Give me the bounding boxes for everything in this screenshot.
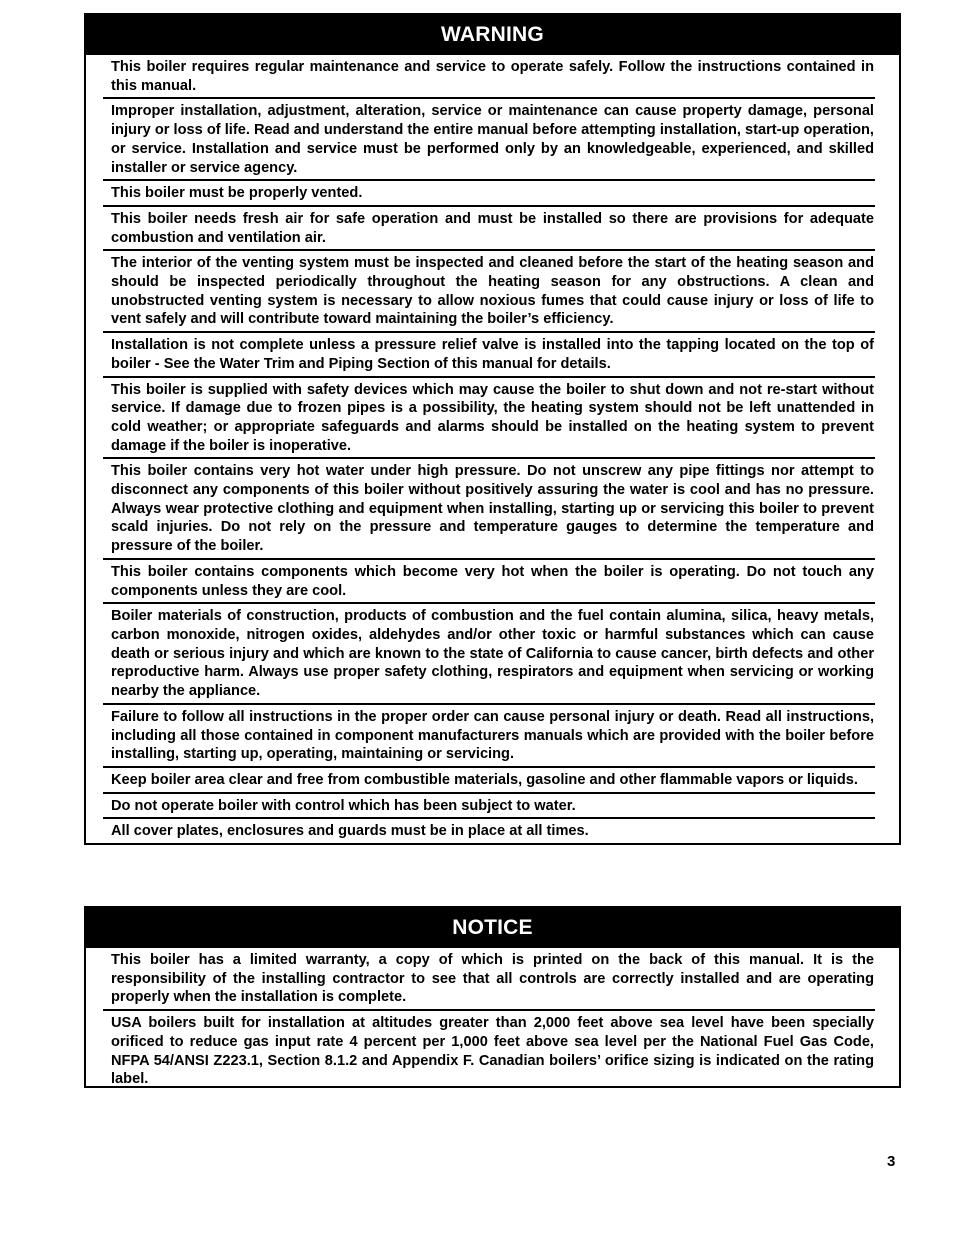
warning-title: WARNING	[86, 15, 899, 55]
warning-item: This boiler contains components which become very hot when the boiler is operating. Do not touch any components unless they are cool.	[103, 560, 875, 604]
warning-item: This boiler needs fresh air for safe operation and must be installed so there are provisions for adequate combustion and ventilation air.	[103, 207, 875, 251]
notice-title: NOTICE	[86, 908, 899, 948]
warning-item: This boiler requires regular maintenance and service to operate safely. Follow the instructions contained in this manual.	[103, 55, 875, 99]
warning-box	[84, 13, 901, 845]
notice-item: USA boilers built for installation at altitudes greater than 2,000 feet above sea level have been specially orificed to reduce gas input rate 4 percent per 1,000 feet above sea level per the National Fuel Gas Code, NFPA 54/ANSI Z223.1, Section 8.1.2 and Appendix F. Canadian boilers’ orifice sizing is indicated on the rating label.	[111, 1015, 874, 1088]
warning-item: Installation is not complete unless a pressure relief valve is installed into the tapping located on the top of boiler - See the Water Trim and Piping Section of this manual for details.	[103, 333, 875, 377]
warning-list	[86, 55, 899, 843]
page-number: 3	[887, 1153, 896, 1170]
notice-item: This boiler has a limited warranty, a copy of which is printed on the back of this manual. It is the responsibility of the installing contractor to see that all controls are correctly installed and are operating properly when the installation is complete.	[103, 948, 875, 1011]
warning-item: Failure to follow all instructions in the proper order can cause personal injury or death. Read all instructions, including all those contained in component manufacturers manuals which are provided with the boiler before installing, starting up, operating, maintaining or servicing.	[103, 705, 875, 768]
warning-item: The interior of the venting system must be inspected and cleaned before the start of the heating season and should be inspected periodically throughout the heating season for any obstructions. A clean and unobstructed venting system is necessary to allow noxious fumes that could cause injury or loss of life to vent safely and will contribute toward maintaining the boiler’s efficiency.	[103, 251, 875, 333]
warning-item: This boiler must be properly vented.	[103, 181, 875, 207]
warning-item: Keep boiler area clear and free from combustible materials, gasoline and other flammable vapors or liquids.	[103, 768, 875, 794]
warning-item: This boiler contains very hot water under high pressure. Do not unscrew any pipe fittings nor attempt to disconnect any components of this boiler without positively assuring the water is cool and has no pressure. Always wear protective clothing and equipment when installing, starting up or servicing this boiler to prevent scald injuries. Do not rely on the pressure and temperature gauges to determine the temperature and pressure of the boiler.	[103, 459, 875, 560]
notice-box	[84, 906, 901, 1088]
warning-item: Do not operate boiler with control which has been subject to water.	[103, 794, 875, 820]
warning-item: This boiler is supplied with safety devices which may cause the boiler to shut down and not re-start without service. If damage due to frozen pipes is a possibility, the heating system should not be left unattended in cold weather; or appropriate safeguards and alarms should be installed on the heating system to prevent damage if the boiler is inoperative.	[103, 378, 875, 460]
warning-item: All cover plates, enclosures and guards must be in place at all times.	[111, 823, 589, 840]
warning-item: Boiler materials of construction, products of combustion and the fuel contain alumina, silica, heavy metals, carbon monoxide, nitrogen oxides, aldehydes and/or other toxic or harmful substances which can cause death or serious injury and which are known to the state of California to cause cancer, birth defects and other reproductive harm. Always use proper safety clothing, respirators and equipment when servicing or working nearby the appliance.	[103, 604, 875, 705]
warning-item: Improper installation, adjustment, alteration, service or maintenance can cause property damage, personal injury or loss of life. Read and understand the entire manual before attempting installation, start-up operation, or service. Installation and service must be performed only by an knowledgeable, experienced, and skilled installer or service agency.	[103, 99, 875, 181]
notice-list	[86, 948, 899, 1091]
